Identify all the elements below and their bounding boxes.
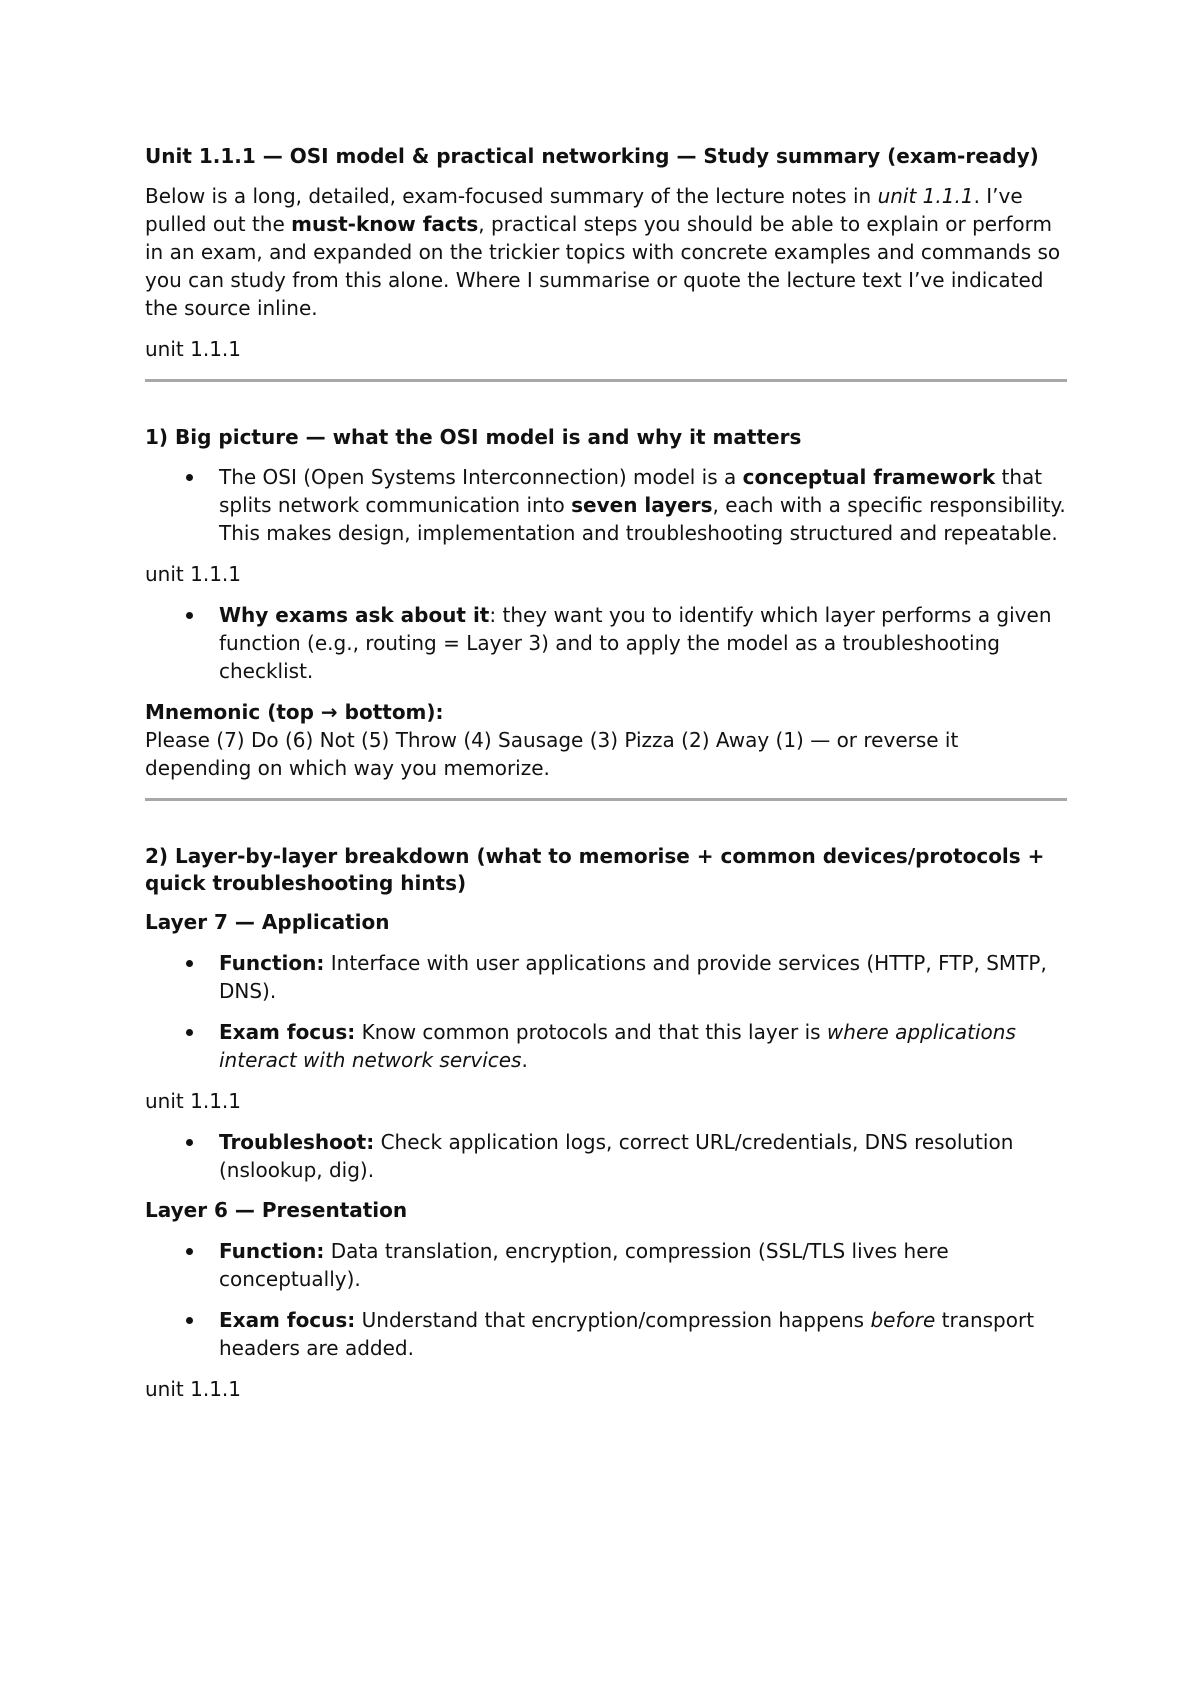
bullet-icon	[186, 1317, 193, 1324]
intro-text: . I’ve pulled out the	[145, 184, 1023, 236]
bullet-icon	[186, 1248, 193, 1255]
list-item	[145, 949, 1067, 1005]
list-item	[145, 1128, 1067, 1184]
layer-6-heading: Layer 6 — Presentation	[145, 1198, 408, 1222]
bullet-text: .	[521, 1048, 528, 1072]
source-note: unit 1.1.1	[145, 1089, 241, 1113]
bullet-italic: before	[870, 1308, 936, 1332]
bullet-text: transport headers are added.	[219, 1308, 1035, 1360]
bullet-label: Function:	[219, 951, 325, 975]
mnemonic-heading: Mnemonic (top → bottom):	[145, 700, 444, 724]
bullet-text: Interface with user applications and provide services (HTTP, FTP, SMTP, DNS).	[219, 951, 1047, 1003]
source-note: unit 1.1.1	[145, 562, 241, 586]
layer-7-heading: Layer 7 — Application	[145, 910, 390, 934]
bullet-label: Function:	[219, 1239, 325, 1263]
bullet-text: that splits network communication into	[219, 465, 1043, 517]
section-1-bullets-2	[145, 601, 1067, 685]
mnemonic-block	[145, 698, 1067, 782]
section-1-bullets	[145, 463, 1067, 547]
layer-7-bullets-2	[145, 1128, 1067, 1184]
document-title: Unit 1.1.1 — OSI model & practical networking — Study summary (exam-ready)	[145, 144, 1039, 168]
bullet-emphasis: seven layers	[571, 493, 713, 517]
intro-unit-ref: unit 1.1.1	[877, 184, 974, 208]
bullet-italic: where applications interact with network services	[219, 1020, 1016, 1072]
bullet-icon	[186, 1139, 193, 1146]
bullet-text: Understand that encryption/compression happens	[355, 1308, 871, 1332]
list-item	[145, 463, 1067, 547]
bullet-text: Know common protocols and that this layer is	[355, 1020, 827, 1044]
list-item	[145, 1237, 1067, 1293]
bullet-icon	[186, 612, 193, 619]
bullet-emphasis: Why exams ask about it	[219, 603, 490, 627]
bullet-label: Troubleshoot:	[219, 1130, 375, 1154]
document-page	[145, 143, 1067, 1416]
section-2-heading: 2) Layer-by-layer breakdown (what to memorise + common devices/protocols + quick troubleshooting hints)	[145, 844, 1045, 895]
list-item	[145, 1306, 1067, 1362]
list-item	[145, 601, 1067, 685]
bullet-text: : they want you to identify which layer performs a given function (e.g., routing = Layer 3) and to apply the model as a troubleshooting checklist.	[219, 603, 1052, 683]
intro-text: Below is a long, detailed, exam-focused summary of the lecture notes in	[145, 184, 878, 208]
bullet-label: Exam focus:	[219, 1308, 356, 1332]
bullet-icon	[186, 1029, 193, 1036]
section-1-heading: 1) Big picture — what the OSI model is and why it matters	[145, 425, 802, 449]
bullet-label: Exam focus:	[219, 1020, 356, 1044]
intro-paragraph	[145, 182, 1067, 322]
bullet-icon	[186, 474, 193, 481]
bullet-text: Check application logs, correct URL/credentials, DNS resolution (nslookup, dig).	[219, 1130, 1014, 1182]
layer-6-bullets	[145, 1237, 1067, 1362]
layer-7-bullets	[145, 949, 1067, 1074]
bullet-emphasis: conceptual framework	[742, 465, 996, 489]
bullet-text: The OSI (Open Systems Interconnection) model is a	[219, 465, 743, 489]
section-divider	[145, 798, 1067, 801]
section-divider	[145, 379, 1067, 382]
bullet-icon	[186, 960, 193, 967]
source-note: unit 1.1.1	[145, 337, 241, 361]
list-item	[145, 1018, 1067, 1074]
intro-emphasis: must-know facts	[291, 212, 479, 236]
bullet-text: Data translation, encryption, compression (SSL/TLS lives here conceptually).	[219, 1239, 949, 1291]
mnemonic-text: Please (7) Do (6) Not (5) Throw (4) Sausage (3) Pizza (2) Away (1) — or reverse it depending on which way you memorize.	[145, 728, 959, 780]
bullet-text: , each with a specific responsibility. This makes design, implementation and troubleshooting structured and repeatable.	[219, 493, 1066, 545]
source-note: unit 1.1.1	[145, 1377, 241, 1401]
intro-text: , practical steps you should be able to explain or perform in an exam, and expanded on the trickier topics with concrete examples and commands so you can study from this alone. Where I summarise or quote the lecture text I’ve indicated the source inline.	[145, 212, 1061, 320]
